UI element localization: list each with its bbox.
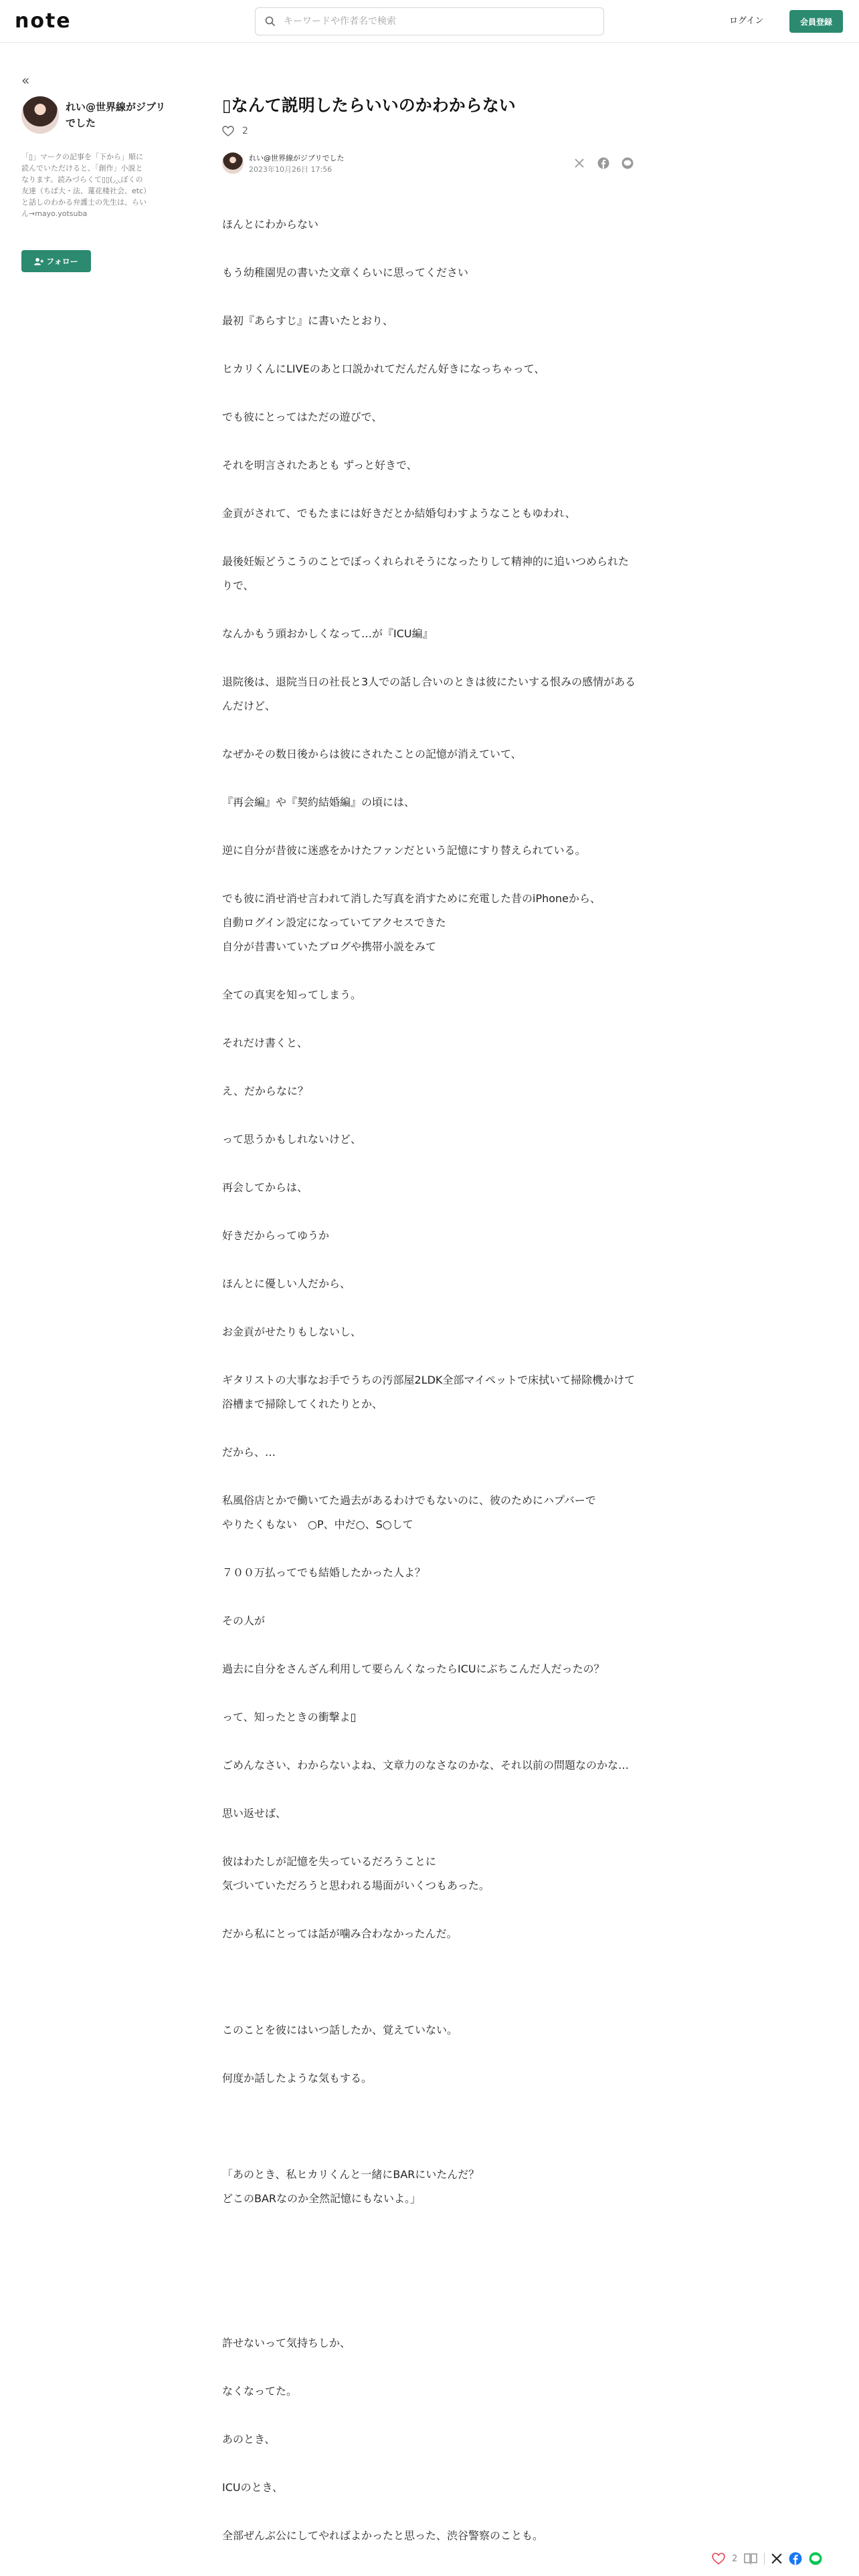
- article-paragraph: ほんとに優しい人だから、: [222, 1277, 351, 1290]
- article-paragraph: 逆に自分が昔彼に迷惑をかけたファンだという記憶にすり替えられている。: [222, 844, 586, 857]
- login-link[interactable]: ログイン: [729, 16, 764, 26]
- article-paragraph: でも彼にとってはただの遊びで、: [222, 411, 383, 423]
- line-share-icon[interactable]: [809, 2552, 822, 2565]
- author-name[interactable]: れい@世界線がジブリでした: [249, 154, 345, 163]
- article-paragraph: [222, 2115, 637, 2139]
- article-paragraph: 最後妊娠どうこうのことでぼっくれられそうになったりして精神的に追いつめられたりで、: [222, 555, 630, 592]
- register-button[interactable]: 会員登録: [789, 10, 843, 33]
- magazine-icon[interactable]: [744, 2553, 757, 2565]
- article-paragraph: 金貢がされて、でもたまには好きだとか結婚匂わすようなこともゆわれ、: [222, 507, 576, 520]
- article-paragraph: でも彼に消せ消せ言われて消した写真を消すために充電した昔のiPhoneから、 自動ログイン設定になっていてアクセスできた 自分が昔書いていたブログや携帯小説をみて: [222, 892, 601, 953]
- article-paragraph: [222, 1970, 637, 1994]
- article-title: ▯なんて説明したらいいのかわからない: [222, 96, 516, 115]
- article-paragraph: なぜかその数日後からは彼にされたことの記憶が消えていて、: [222, 748, 522, 760]
- add-user-icon: [34, 257, 43, 265]
- note-logo[interactable]: note: [15, 9, 72, 33]
- publish-date: 2023年10月26日 17:56: [249, 165, 332, 174]
- article-paragraph: 最初『あらすじ』に書いたとおり、: [222, 314, 394, 327]
- heart-icon[interactable]: [222, 126, 234, 136]
- article-paragraph: 再会してからは、: [222, 1181, 308, 1194]
- article-paragraph: だから私にとっては話が噛み合わなかったんだ。: [222, 1927, 458, 1940]
- search-icon: [265, 16, 276, 27]
- article-paragraph: ７００万払ってでも結婚したかった人よ？: [222, 1566, 426, 1579]
- share-buttons: [573, 156, 634, 170]
- article-paragraph: って、知ったときの衝撃よ▯: [222, 1711, 357, 1723]
- article-body: [222, 213, 637, 2572]
- creator-name[interactable]: れい@世界線がジブリでした: [66, 101, 166, 129]
- x-share-icon[interactable]: [771, 2553, 782, 2564]
- article-paragraph: ICUのとき、: [222, 2481, 283, 2494]
- site-header: [0, 0, 859, 43]
- article-paragraph: [222, 2235, 637, 2259]
- article-paragraph: その人が: [222, 1614, 266, 1627]
- article-paragraph: 私風俗店とかで働いてた過去があるわけでもないのに、彼のためにハプバーで やりたくもない ○P、中だ○、S○して: [222, 1494, 596, 1531]
- article-paragraph: 何度か話したような気もする。: [222, 2072, 373, 2084]
- article-paragraph: なくなってた。: [222, 2385, 298, 2397]
- follow-label: フォロー: [46, 257, 78, 266]
- creator-bio: 「▯」マークの記事を「下から」順に読んでいただけると、「創作」小説となります。読みづらくて▯▯(◞‸◟ぼくの友達（ちば大・法、蓮花楼社会、etc）と話しのわかる弁護士の先生は、らいん→mayo.yotsuba: [21, 152, 147, 218]
- article-paragraph: 「あのとき、私ヒカリくんと一緒にBARにいたんだ？ どこのBARなのか全然記憶にもないよ。」: [222, 2168, 480, 2205]
- article-paragraph: それを明言されたあとも ずっと好きで、: [222, 459, 417, 471]
- article-paragraph: 好きだからってゆうか: [222, 1229, 330, 1242]
- article-paragraph: 『再会編』や『契約結婚編』の頃には、: [222, 796, 415, 809]
- article-paragraph: もう幼稚園児の書いた文章くらいに思ってください: [222, 266, 469, 279]
- search-box[interactable]: [255, 7, 604, 35]
- article-paragraph: [222, 2283, 637, 2307]
- heart-icon[interactable]: [712, 2553, 725, 2565]
- search-input[interactable]: [284, 16, 578, 27]
- facebook-share-icon[interactable]: [597, 156, 610, 170]
- author-row: [222, 152, 637, 177]
- article-paragraph: 全ての真実を知ってしまう。: [222, 988, 362, 1001]
- article-paragraph: ヒカリくんにLIVEのあと口説かれてだんだん好きになっちゃって、: [222, 362, 545, 375]
- article-paragraph: それだけ書くと、: [222, 1037, 308, 1049]
- article-paragraph: 彼はわたしが記憶を失っているだろうことに 気づいていただろうと思われる場面がいくつもあった。: [222, 1855, 490, 1892]
- article-paragraph: 全部ぜんぶ公にしてやればよかったと思った、渋谷警察のことも。: [222, 2529, 544, 2542]
- article-paragraph: 思い返せば、: [222, 1807, 287, 1820]
- floating-like-count: 2: [732, 2553, 738, 2564]
- article-paragraph: だから、…: [222, 1446, 276, 1459]
- double-chevron-left-icon[interactable]: «: [21, 72, 30, 88]
- article-paragraph: え、だからなに？: [222, 1085, 308, 1097]
- like-area: [222, 126, 248, 136]
- article-paragraph: ほんとにわからない: [222, 218, 319, 231]
- facebook-share-icon[interactable]: [789, 2552, 802, 2565]
- article-paragraph: ごめんなさい、わからないよね、文章力のなさなのかな、それ以前の問題なのかな…: [222, 1759, 630, 1772]
- x-share-icon[interactable]: [573, 156, 586, 170]
- line-share-icon[interactable]: [621, 156, 634, 170]
- floating-action-bar: [712, 2549, 855, 2568]
- article-paragraph: 許せないって気持ちしか、: [222, 2337, 351, 2349]
- creator-avatar[interactable]: [21, 96, 59, 134]
- article-paragraph: って思うかもしれないけど、: [222, 1133, 362, 1146]
- like-count: 2: [242, 126, 248, 136]
- article-paragraph: お金貢がせたりもしないし、: [222, 1325, 362, 1338]
- article-paragraph: 退院後は、退院当日の社長と3人での話し合いのときは彼にたいする恨みの感情があるんだけど、: [222, 675, 636, 712]
- article-paragraph: 過去に自分をさんざん利用して要らんくなったらICUにぶちこんだ人だったの？: [222, 1662, 605, 1675]
- article-paragraph: このことを彼にはいつ話したか、覚えていない。: [222, 2024, 458, 2036]
- author-avatar[interactable]: [222, 152, 244, 174]
- article-paragraph: あのとき、: [222, 2433, 276, 2446]
- divider: [764, 2553, 765, 2565]
- article-paragraph: ギタリストの大事なお手でうちの汚部屋2LDK全部マイペットで床拭いて掃除機かけて浴槽まで掃除してくれたりとか、: [222, 1374, 636, 1410]
- follow-button[interactable]: [21, 250, 91, 272]
- article-paragraph: なんかもう頭おかしくなって…が『ICU編』: [222, 627, 434, 640]
